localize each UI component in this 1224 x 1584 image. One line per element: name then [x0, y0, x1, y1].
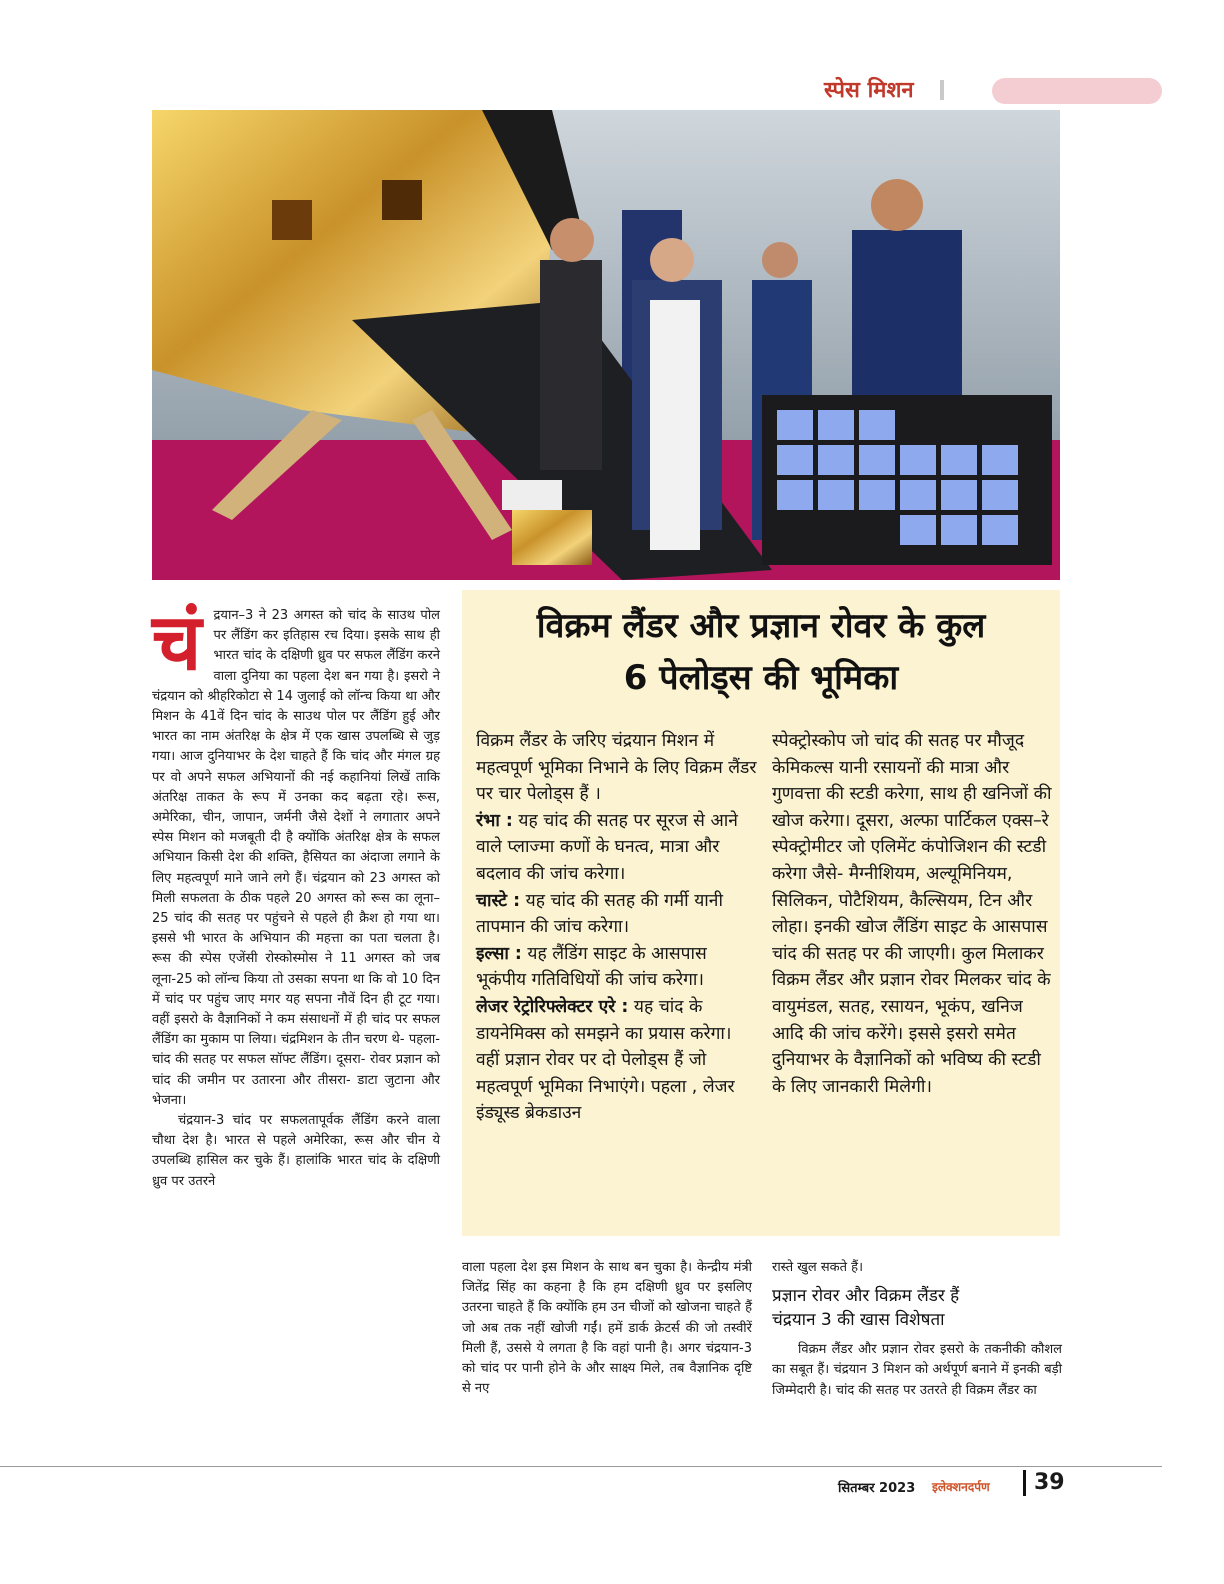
- article-paragraph-2: चंद्रयान-3 चांद पर सफलतापूर्वक लैंडिंग करने वाला चौथा देश है। भारत से पहले अमेरिका, रूस और चीन ये उपलब्धि हासिल कर चुके हैं। हालांकि भारत चांद के दक्षिणी ध्रुव पर उतरने: [152, 1113, 440, 1189]
- section-pill: [992, 78, 1162, 104]
- footer-separator: [1023, 1470, 1026, 1496]
- payload-term: रंभा :: [476, 810, 513, 831]
- payload-term: लेजर रेट्रोरिफ्लेक्टर एरे :: [476, 996, 629, 1017]
- right-paragraph: विक्रम लैंडर और प्रज्ञान रोवर इसरो के तकनीकी कौशल का सबूत हैं। चंद्रयान 3 मिशन को अर्थपूर्ण बनाने में इनकी बड़ी जिम्मेदारी है। चांद की सतह पर उतरते ही विक्रम लैंडर का: [772, 1342, 1062, 1398]
- subheading-line-2: चंद्रयान 3 की खास विशेषता: [772, 1310, 945, 1331]
- section-label: स्पेस मिशन: [824, 77, 914, 103]
- magazine-logo: इलेक्शनदर्पण: [932, 1480, 990, 1494]
- box-right-column: [772, 728, 1054, 1100]
- payload-term: इल्सा :: [476, 943, 522, 964]
- payload-item-ilsa: [476, 941, 758, 994]
- lander-exhibit-photo: [152, 110, 1060, 580]
- box-left-column: [476, 728, 758, 1127]
- article-paragraph-1: द्रयान–3 ने 23 अगस्त को चांद के साउथ पोल पर लैंडिंग कर इतिहास रच दिया। इसके साथ ही भारत चांद के दक्षिणी ध्रुव पर सफल लैंडिंग करने वाला दुनिया का पहला देश बन गया है। इसरो ने चंद्रयान को श्रीहरिकोटा से 14 जुलाई को लॉन्च किया था और मिशन के 41वें दिन चांद के साउथ पोल पर लैंडिंग हुई और भारत का नाम अंतरिक्ष के क्षेत्र में एक खास उपलब्धि से जुड़ गया। आज दुनियाभर के देश चाहते हैं कि चांद और मंगल ग्रह पर वो अपने सफल अभियानों की नई कहानियां लिखें ताकि अंतरिक्ष ताकत के रूप में उनका कद बढ़ता रहे। रूस, अमेरिका, चीन, जापान, जर्मनी जैसे देशों ने लगातार अपने स्पेस मिशन को मजबूती दी है क्योंकि अंतरिक्ष क्षेत्र के सफल अभियान किसी देश की शक्ति, हैसियत का अंदाजा लगाने के लिए महत्वपूर्ण माने जाने लगे हैं। चंद्रयान को 23 अगस्त को मिली सफलता के ठीक पहले 20 अगस्त को रूस का लूना–25 चांद की सतह पर पहुंचने से पहले ही क्रैश हो गया था। इससे भी भारत के अभियान की महत्ता का पता चलता है। रूस की स्पेस एजेंसी रोस्कोस्मोस ने 11 अगस्त को जब लूना-25 को लॉन्च किया तो उसका सपना था कि वो 10 दिन में चांद पर पहुंच जाए मगर यह सपना नौवें दिन ही टूट गया। वहीं इसरो के वैज्ञानिकों ने कम संसाधनों में ही चांद पर सफल लैंडिंग का मुकाम पा लिया। चंद्रमिशन के तीन चरण थे- पहला- चांद की सतह पर सफल सॉफ्ट लैंडिंग। दूसरा- रोवर प्रज्ञान को चांद की जमीन पर उतारना और तीसरा- डाटा जुटाना और भेजना।: [152, 608, 440, 1108]
- right-lead: रास्ते खुल सकते हैं।: [772, 1260, 864, 1275]
- payload-description: यह चांद की सतह की गर्मी यानी तापमान की जांच करेगा।: [476, 890, 723, 938]
- footer-date: सितम्बर 2023: [838, 1481, 916, 1496]
- box-right-text: स्पेक्ट्रोस्कोप जो चांद की सतह पर मौजूद केमिकल्स यानी रसायनों की मात्रा और गुणवत्ता की स्टडी करेगा, साथ ही खनिजों की खोज करेगा। दूसरा, अल्फा पार्टिकल एक्स–रे स्पेक्ट्रोमीटर जो एलिमेंट कंपोजिशन की स्टडी करेगा जैसे- मैग्नीशियम, अल्यूमिनियम, सिलिकन, पोटैशियम, कैल्सियम, टिन और लोहा। इनकी खोज लैंडिंग साइट के आसपास चांद की सतह पर की जाएगी। कुल मिलाकर विक्रम लैंडर और प्रज्ञान रोवर मिलकर चांद के वायुमंडल, सतह, रसायन, भूकंप, खनिज आदि की जांच करेंगे। इससे इसरो समेत दुनियाभर के वैज्ञानिकों को भविष्य की स्टडी के लिए जानकारी मिलेगी।: [772, 731, 1052, 1097]
- photo-illustration: [152, 110, 1060, 580]
- section-divider: [940, 80, 944, 100]
- middle-paragraph: वाला पहला देश इस मिशन के साथ बन चुका है। केन्द्रीय मंत्री जितेंद्र सिंह का कहना है कि हम दक्षिणी ध्रुव पर इसलिए उतरना चाहते हैं कि क्योंकि हम उन चीजों को खोजना चाहते हैं जो अब तक नहीं खोजी गईं। हमें डार्क क्रेटर्स की जो तस्वीरें मिली हैं, उससे ये लगता है कि वहां पानी है। अगर चंद्रयान-3 को चांद पर पानी होने के और साक्ष्य मिले, तब वैज्ञानिक दृष्टि से नए: [462, 1260, 752, 1397]
- subheading-line-1: प्रज्ञान रोवर और विक्रम लैंडर हैं: [772, 1286, 960, 1307]
- payload-description: यह लैंडिंग साइट के आसपास भूकंपीय गतिविधियों की जांच करेगा।: [476, 943, 707, 991]
- middle-article-column: [462, 1258, 752, 1399]
- payload-description: यह चांद के डायनेमिक्स को समझने का प्रयास करेगा।: [476, 996, 732, 1044]
- right-subheading: [772, 1284, 1062, 1332]
- payload-description: यह चांद की सतह पर सूरज से आने वाले प्लाज्मा कणों के घनत्व, मात्रा और बदलाव की जांच करेगा।: [476, 810, 738, 884]
- payload-term: चास्टे :: [476, 890, 521, 911]
- drop-cap: चं: [152, 597, 202, 688]
- box-title-line-2: 6 पेलोड्स की भूमिका: [623, 658, 899, 698]
- page-number: 39: [1034, 1470, 1065, 1495]
- left-article-column: [152, 597, 440, 1192]
- box-outro: वहीं प्रज्ञान रोवर पर दो पेलोड्स हैं जो महत्वपूर्ण भूमिका निभाएंगे। पहला , लेजर इंड्यूस्ड ब्रेकडाउन: [476, 1050, 735, 1124]
- box-intro: विक्रम लैंडर के जरिए चंद्रयान मिशन में महत्वपूर्ण भूमिका निभाने के लिए विक्रम लैंडर पर चार पेलोड्स हैं ।: [476, 731, 757, 805]
- payloads-box-title: [462, 600, 1060, 704]
- payload-item-rambha: [476, 808, 758, 888]
- right-article-column: [772, 1258, 1062, 1401]
- box-title-line-1: विक्रम लैंडर और प्रज्ञान रोवर के कुल: [536, 606, 986, 646]
- payload-item-chaste: [476, 888, 758, 941]
- payload-item-lra: [476, 994, 758, 1047]
- footer-divider: [0, 1466, 1162, 1467]
- payloads-info-box: [462, 590, 1060, 1236]
